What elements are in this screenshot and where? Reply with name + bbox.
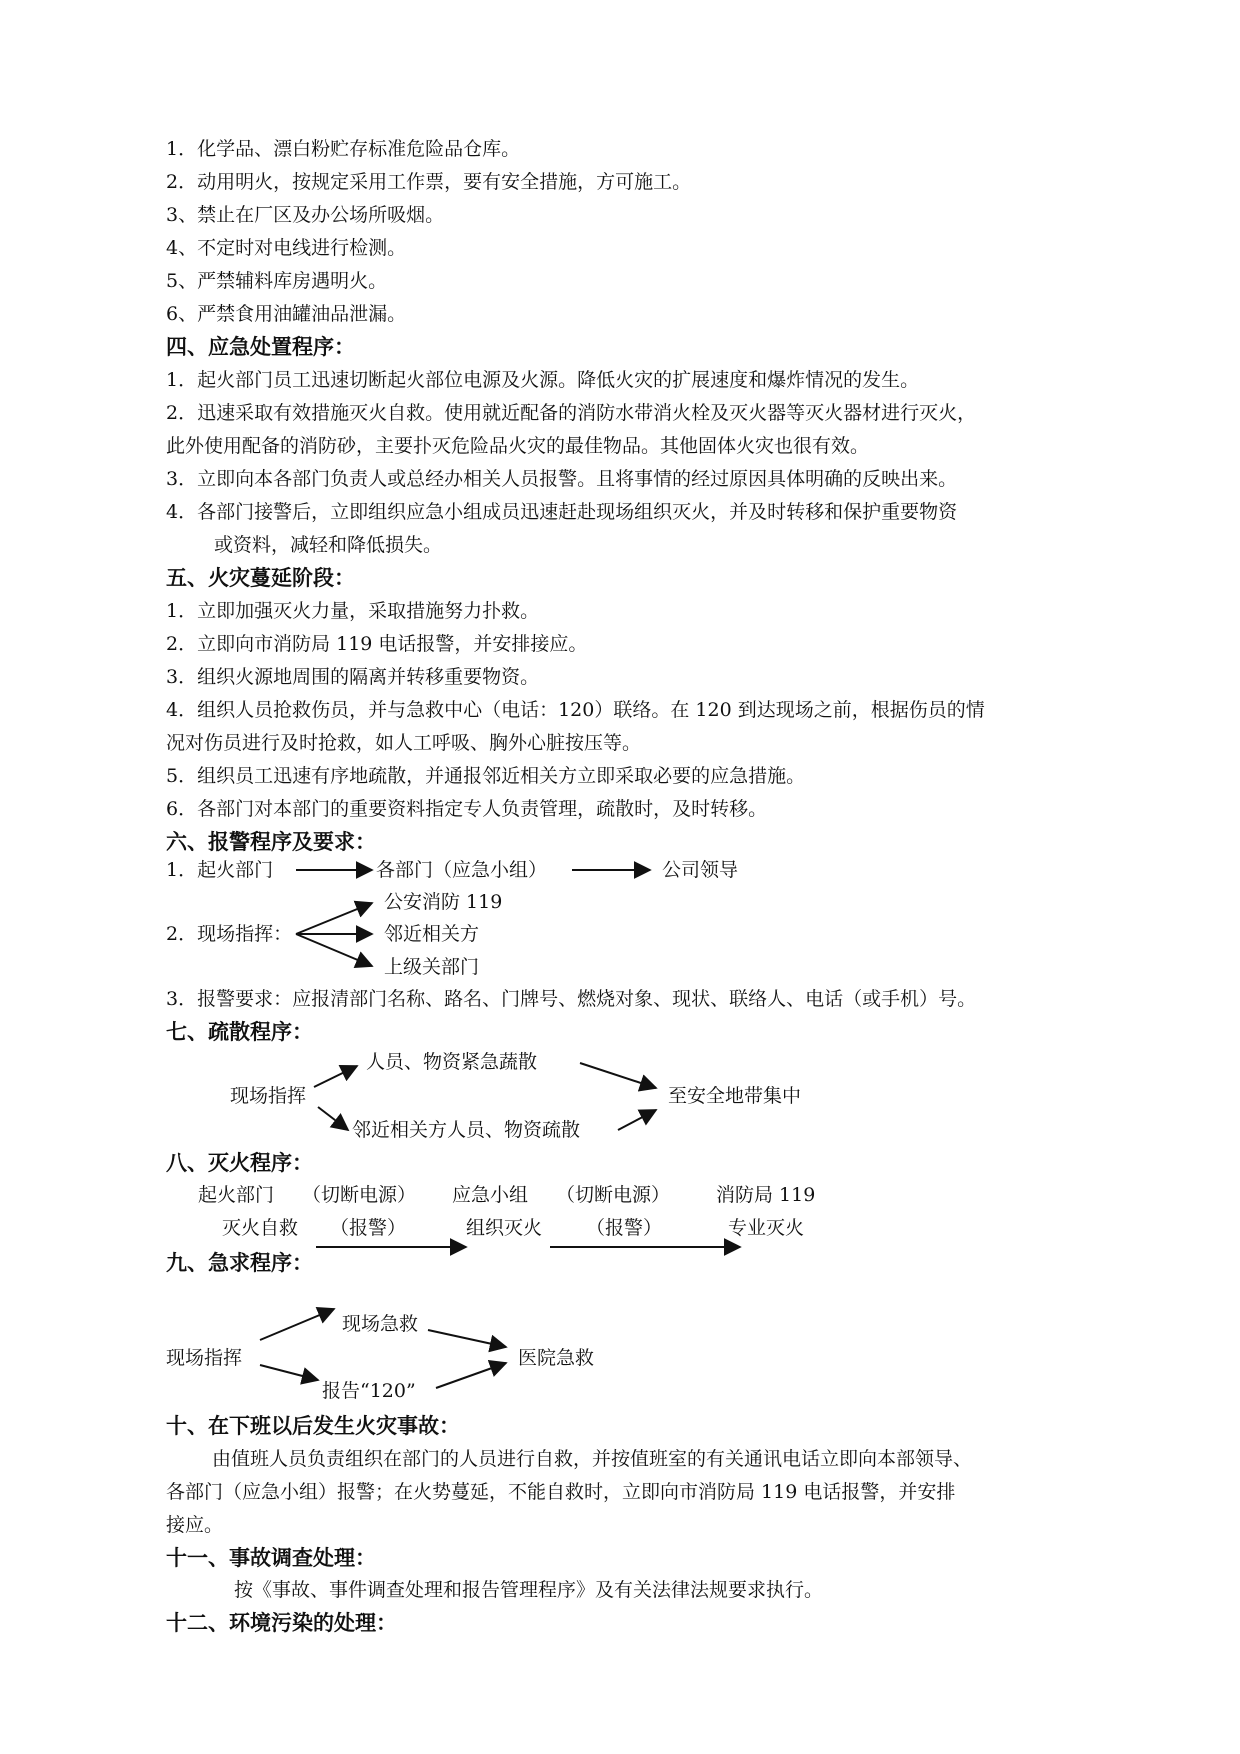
sec3-item: 6、严禁食用油罐油品泄漏。: [166, 303, 407, 325]
fire-step: 消防局 119: [716, 1184, 816, 1206]
sec11-line: 按《事故、事件调查处理和报告管理程序》及有关法律法规要求执行。: [234, 1579, 824, 1601]
arrow-15: [436, 1363, 506, 1388]
evac-source: 现场指挥: [230, 1085, 307, 1107]
arrow-7: [580, 1063, 656, 1088]
arrow-9: [618, 1110, 656, 1130]
sec4-line: 4．各部门接警后，立即组织应急小组成员迅速赶赴现场组织灭火，并及时转移和保护重要物资: [166, 501, 958, 523]
rescue-top: 现场急救: [342, 1313, 419, 1335]
sec5-heading: 五、火灾蔓延阶段：: [166, 566, 355, 590]
sec4-line: 3．立即向本各部门负责人或总经办相关人员报警。且将事情的经过原因具体明确的反映出来。: [166, 468, 958, 490]
sec7-heading: 七、疏散程序：: [166, 1020, 313, 1044]
fire-step: （切断电源）: [302, 1184, 417, 1206]
sec3-item: 1．化学品、漂白粉贮存标准危险品仓库。: [166, 138, 521, 160]
sec4-heading: 四、应急处置程序：: [166, 335, 355, 359]
sec3-item: 4、不定时对电线进行检测。: [166, 237, 407, 259]
flow1-target: 公司领导: [662, 859, 739, 881]
sec10-line: 接应。: [166, 1514, 224, 1536]
flow1-source: 1．起火部门: [166, 859, 274, 881]
sec5-line: 3．组织火源地周围的隔离并转移重要物资。: [166, 666, 540, 688]
flow2-source: 2．现场指挥：: [166, 923, 293, 945]
sec10-line: 各部门（应急小组）报警；在火势蔓延，不能自救时，立即向市消防局 119 电话报警，并安排: [166, 1481, 956, 1503]
sec11-heading: 十一、事故调查处理：: [166, 1546, 376, 1570]
sec8-heading: 八、灭火程序：: [166, 1151, 313, 1175]
arrow-14: [428, 1330, 506, 1347]
fire-step: 专业灭火: [728, 1217, 805, 1239]
flow2-target-2: 邻近相关方: [384, 923, 480, 945]
fire-step: （切断电源）: [556, 1184, 671, 1206]
sec6-heading: 六、报警程序及要求：: [166, 830, 376, 854]
arrow-8: [318, 1107, 348, 1130]
arrow-6: [314, 1066, 357, 1087]
rescue-source: 现场指挥: [166, 1347, 243, 1369]
sec4-line: 或资料，减轻和降低损失。: [214, 534, 443, 556]
fire-step: 灭火自救: [222, 1217, 299, 1239]
sec4-line: 此外使用配备的消防砂，主要扑灭危险品火灾的最佳物品。其他固体火灾也很有效。: [166, 435, 870, 457]
flow2-target-1: 公安消防 119: [384, 891, 503, 913]
sec5-line: 2．立即向市消防局 119 电话报警，并安排接应。: [166, 633, 588, 655]
sec5-line: 6．各部门对本部门的重要资料指定专人负责管理，疏散时，及时转移。: [166, 798, 768, 820]
flow1-middle: 各部门（应急小组）: [376, 859, 548, 881]
evac-bottom: 邻近相关方人员、物资疏散: [352, 1119, 581, 1141]
sec10-heading: 十、在下班以后发生火灾事故：: [166, 1414, 460, 1438]
arrow-3: [296, 903, 372, 934]
rescue-destination: 医院急救: [518, 1347, 595, 1369]
flow2-target-3: 上级关部门: [384, 956, 480, 978]
alarm-requirement: 3．报警要求：应报清部门名称、路名、门牌号、燃烧对象、现状、联络人、电话（或手机）号。: [166, 988, 977, 1010]
sec12-heading: 十二、环境污染的处理：: [166, 1611, 397, 1635]
sec5-line: 4．组织人员抢救伤员，并与急救中心（电话：120）联络。在 120 到达现场之前，根据伤员的情: [166, 699, 985, 721]
sec10-line: 由值班人员负责组织在部门的人员进行自救，并按值班室的有关通讯电话立即向本部领导、: [212, 1448, 973, 1470]
rescue-bottom: 报告“120”: [322, 1380, 416, 1402]
fire-step: （报警）: [330, 1217, 407, 1239]
sec3-item: 3、禁止在厂区及办公场所吸烟。: [166, 204, 445, 226]
sec4-line: 2．迅速采取有效措施灭火自救。使用就近配备的消防水带消火栓及灭火器等灭火器材进行灭火，: [166, 402, 977, 424]
fire-step: 起火部门: [198, 1184, 275, 1206]
arrow-5: [296, 934, 372, 966]
evac-top: 人员、物资紧急蔬散: [366, 1051, 538, 1073]
sec5-line: 5．组织员工迅速有序地疏散，并通报邻近相关方立即采取必要的应急措施。: [166, 765, 806, 787]
sec3-item: 2．动用明火，按规定采用工作票，要有安全措施，方可施工。: [166, 171, 692, 193]
fire-step: 组织灭火: [466, 1217, 543, 1239]
evac-destination: 至安全地带集中: [668, 1085, 802, 1107]
fire-step: 应急小组: [452, 1184, 529, 1206]
sec5-line: 1．立即加强灭火力量，采取措施努力扑救。: [166, 600, 540, 622]
arrow-13: [260, 1365, 318, 1380]
sec5-line: 况对伤员进行及时抢救，如人工呼吸、胸外心脏按压等。: [166, 732, 642, 754]
arrow-12: [260, 1309, 334, 1340]
sec3-item: 5、严禁辅料库房遇明火。: [166, 270, 388, 292]
fire-step: （报警）: [586, 1217, 663, 1239]
sec4-line: 1．起火部门员工迅速切断起火部位电源及火源。降低火灾的扩展速度和爆炸情况的发生。: [166, 369, 920, 391]
sec9-heading: 九、急求程序：: [166, 1251, 313, 1275]
